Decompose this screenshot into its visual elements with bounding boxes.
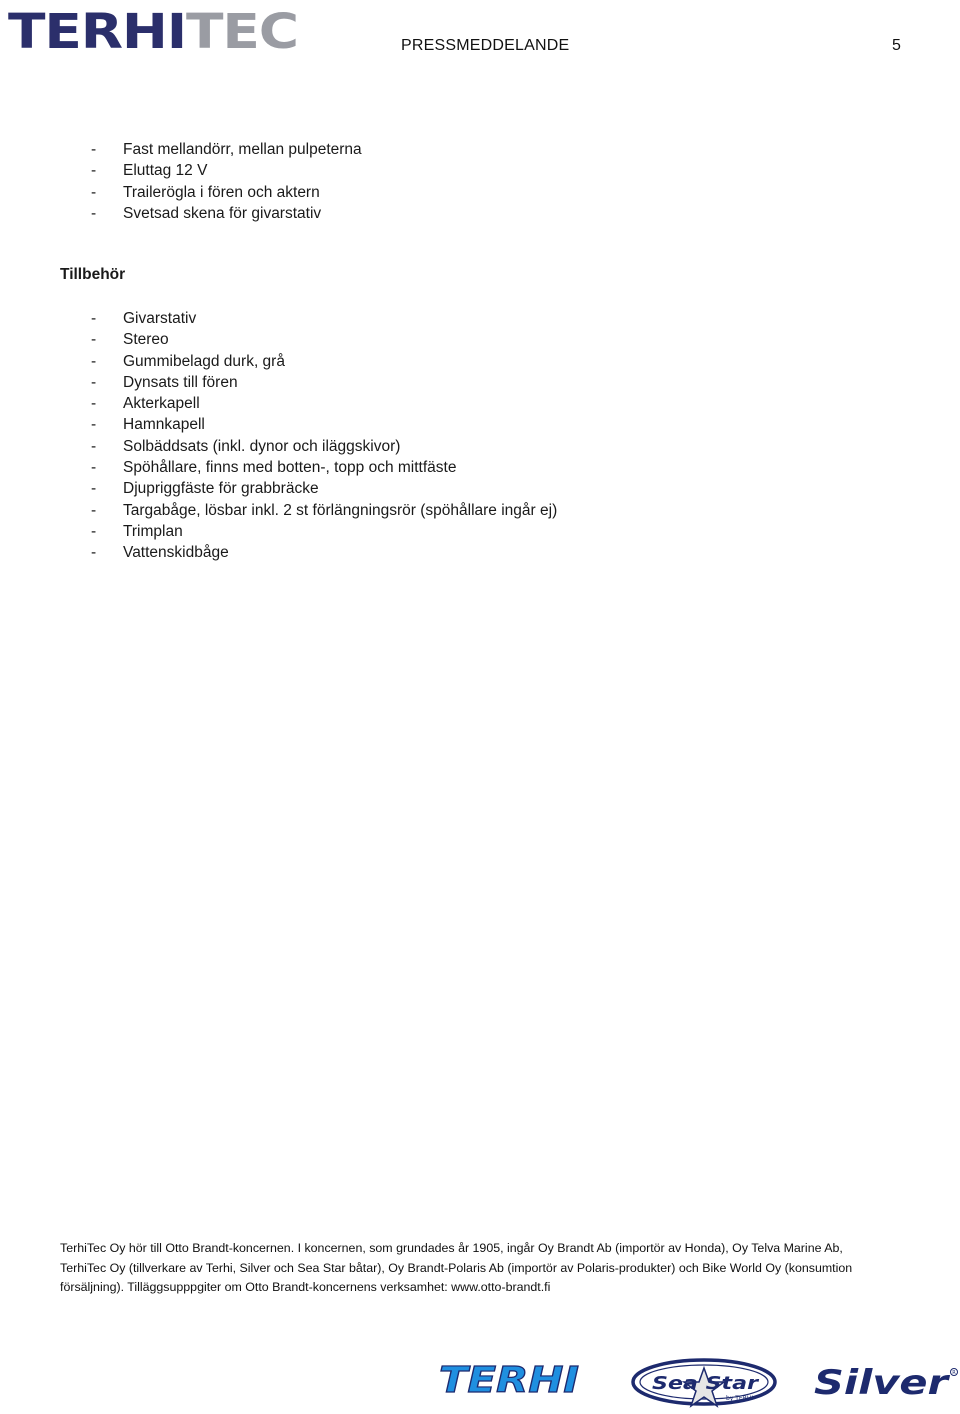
list-item: - Akterkapell	[91, 395, 200, 413]
footer-line: TerhiTec Oy hör till Otto Brandt-koncernen. I koncernen, som grundades år 1905, ingår Oy Brandt Ab (importör av Honda), Oy Telva Marine Ab,	[60, 1241, 843, 1255]
page-number: 5	[892, 37, 901, 54]
svg-text:R: R	[952, 1370, 956, 1376]
list-item: - Djupriggfäste för grabbräcke	[91, 480, 319, 498]
list-item: - Hamnkapell	[91, 416, 205, 434]
list-item: - Eluttag 12 V	[91, 162, 208, 180]
terhi-logo	[437, 1360, 583, 1398]
svg-text:TERHI: TERHI	[439, 1360, 579, 1398]
sea-star-logo	[630, 1356, 780, 1412]
accessories-heading: Tillbehör	[60, 266, 126, 283]
document-title: PRESSMEDDELANDE	[401, 37, 570, 54]
list-item: - Dynsats till fören	[91, 373, 238, 391]
list-item: - Vattenskidbåge	[91, 544, 229, 562]
svg-text:by TERHI: by TERHI	[726, 1395, 754, 1402]
accessories-list	[91, 308, 557, 564]
list-item: - Gummibelagd durk, grå	[91, 352, 285, 370]
equipment-list	[91, 139, 362, 224]
footer-line: TerhiTec Oy (tillverkare av Terhi, Silver och Sea Star båtar), Oy Brandt-Polaris Ab (importör av Polaris-produkter) och Bike World Oy (konsumtion	[60, 1260, 853, 1275]
list-item: - Spöhållare, finns med botten-, topp och mittfäste	[91, 459, 457, 477]
company-info-footer	[60, 1239, 910, 1298]
list-item: - Givarstativ	[91, 310, 197, 327]
list-item: - Fast mellandörr, mellan pulpeterna	[91, 141, 362, 158]
list-item: - Trailerögla i fören och aktern	[91, 183, 320, 201]
list-item: - Stereo	[91, 331, 169, 349]
svg-text:Silver: Silver	[814, 1364, 951, 1398]
terhitec-logo	[8, 10, 302, 52]
list-item: - Trimplan	[91, 522, 183, 540]
list-item: - Targabåge, lösbar inkl. 2 st förlängningsrör (spöhållare ingår ej)	[91, 501, 558, 519]
svg-text:Sea Star: Sea Star	[652, 1373, 760, 1394]
footer-line: försäljning). Tilläggsupppgiter om Otto Brandt-koncernens verksamhet: www.otto-brandt.fi	[60, 1280, 551, 1295]
svg-text:TERHITEC: TERHI TEC	[8, 10, 284, 52]
silver-logo	[812, 1364, 960, 1398]
list-item: - Solbäddsats (inkl. dynor och iläggskivor)	[91, 437, 401, 455]
list-item: - Svetsad skena för givarstativ	[91, 204, 322, 222]
